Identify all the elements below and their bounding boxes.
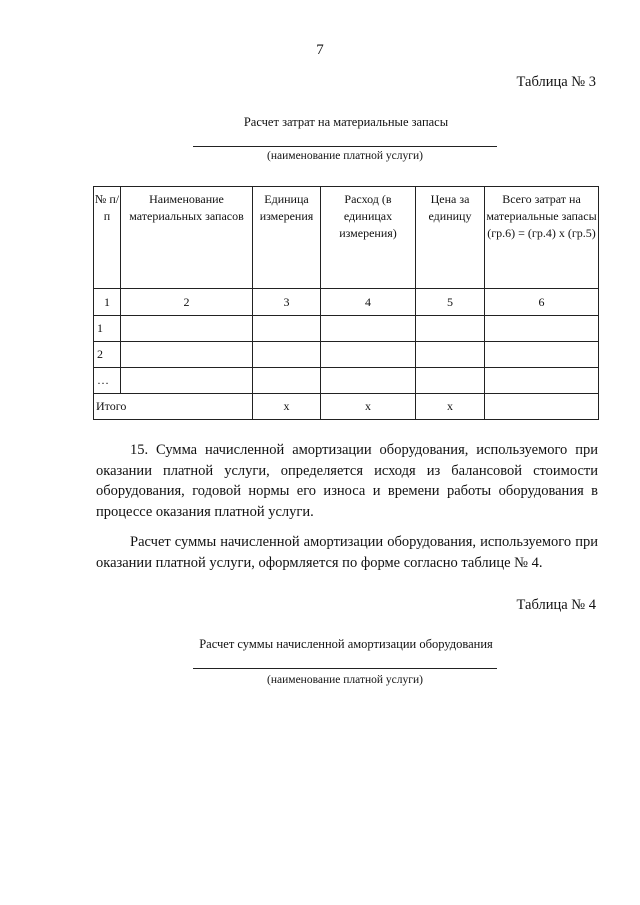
service-name-caption: (наименование платной услуги) (267, 674, 423, 686)
table-3-caption: Таблица № 3 (516, 74, 596, 90)
header-total-cost: Всего затрат на материальные запасы (гр.6) = (гр.4) х (гр.5) (485, 187, 599, 289)
paragraph-15-text: 15. Сумма начисленной амортизации оборудования, используемого при оказании платной услуги, определяется исходя из балансовой стоимости оборудования, годовой нормы его износа и времени работы оборудования в процессе оказания платной услуги. (96, 442, 598, 520)
table-row (94, 342, 599, 368)
total-cell-sum (485, 394, 599, 420)
empty-cell (253, 368, 321, 394)
empty-cell (485, 342, 599, 368)
total-cell-consumption: х (321, 394, 416, 420)
paragraph-15-continued (96, 532, 598, 573)
table-row (94, 316, 599, 342)
table-row (94, 368, 599, 394)
header-unit-price: Цена за единицу (416, 187, 485, 289)
column-number: 5 (416, 289, 485, 316)
total-label: Итого (94, 394, 253, 420)
header-unit: Единица измерения (253, 187, 321, 289)
column-numbers-row (94, 289, 599, 316)
column-number: 4 (321, 289, 416, 316)
paragraph-15 (96, 440, 598, 522)
table-4-caption: Таблица № 4 (516, 597, 596, 613)
empty-cell (416, 368, 485, 394)
column-number: 1 (94, 289, 121, 316)
row-number: 2 (94, 342, 121, 368)
table-header-row (94, 187, 599, 289)
row-number: … (94, 368, 121, 394)
service-name-caption: (наименование платной услуги) (267, 150, 423, 162)
page-number: 7 (316, 42, 324, 58)
table-3-title: Расчет затрат на материальные запасы (243, 115, 449, 129)
header-material-name: Наименование материальных запасов (121, 187, 253, 289)
empty-cell (121, 316, 253, 342)
row-number: 1 (94, 316, 121, 342)
header-number: № п/п (94, 187, 121, 289)
service-name-blank-line (193, 146, 497, 147)
empty-cell (485, 316, 599, 342)
empty-cell (121, 368, 253, 394)
empty-cell (253, 342, 321, 368)
empty-cell (321, 316, 416, 342)
table-4-title: Расчет суммы начисленной амортизации оборудования (199, 637, 493, 651)
column-number: 2 (121, 289, 253, 316)
empty-cell (253, 316, 321, 342)
column-number: 6 (485, 289, 599, 316)
total-cell-unit: х (253, 394, 321, 420)
empty-cell (321, 368, 416, 394)
total-cell-price: х (416, 394, 485, 420)
material-costs-table (93, 186, 599, 420)
column-number: 3 (253, 289, 321, 316)
empty-cell (321, 342, 416, 368)
total-row (94, 394, 599, 420)
paragraph-15-continued-text: Расчет суммы начисленной амортизации оборудования, используемого при оказании платной услуги, оформляется по форме согласно таблице № 4. (96, 534, 598, 571)
empty-cell (416, 316, 485, 342)
empty-cell (121, 342, 253, 368)
empty-cell (416, 342, 485, 368)
header-consumption: Расход (в единицах измерения) (321, 187, 416, 289)
empty-cell (485, 368, 599, 394)
service-name-blank-line (193, 668, 497, 669)
